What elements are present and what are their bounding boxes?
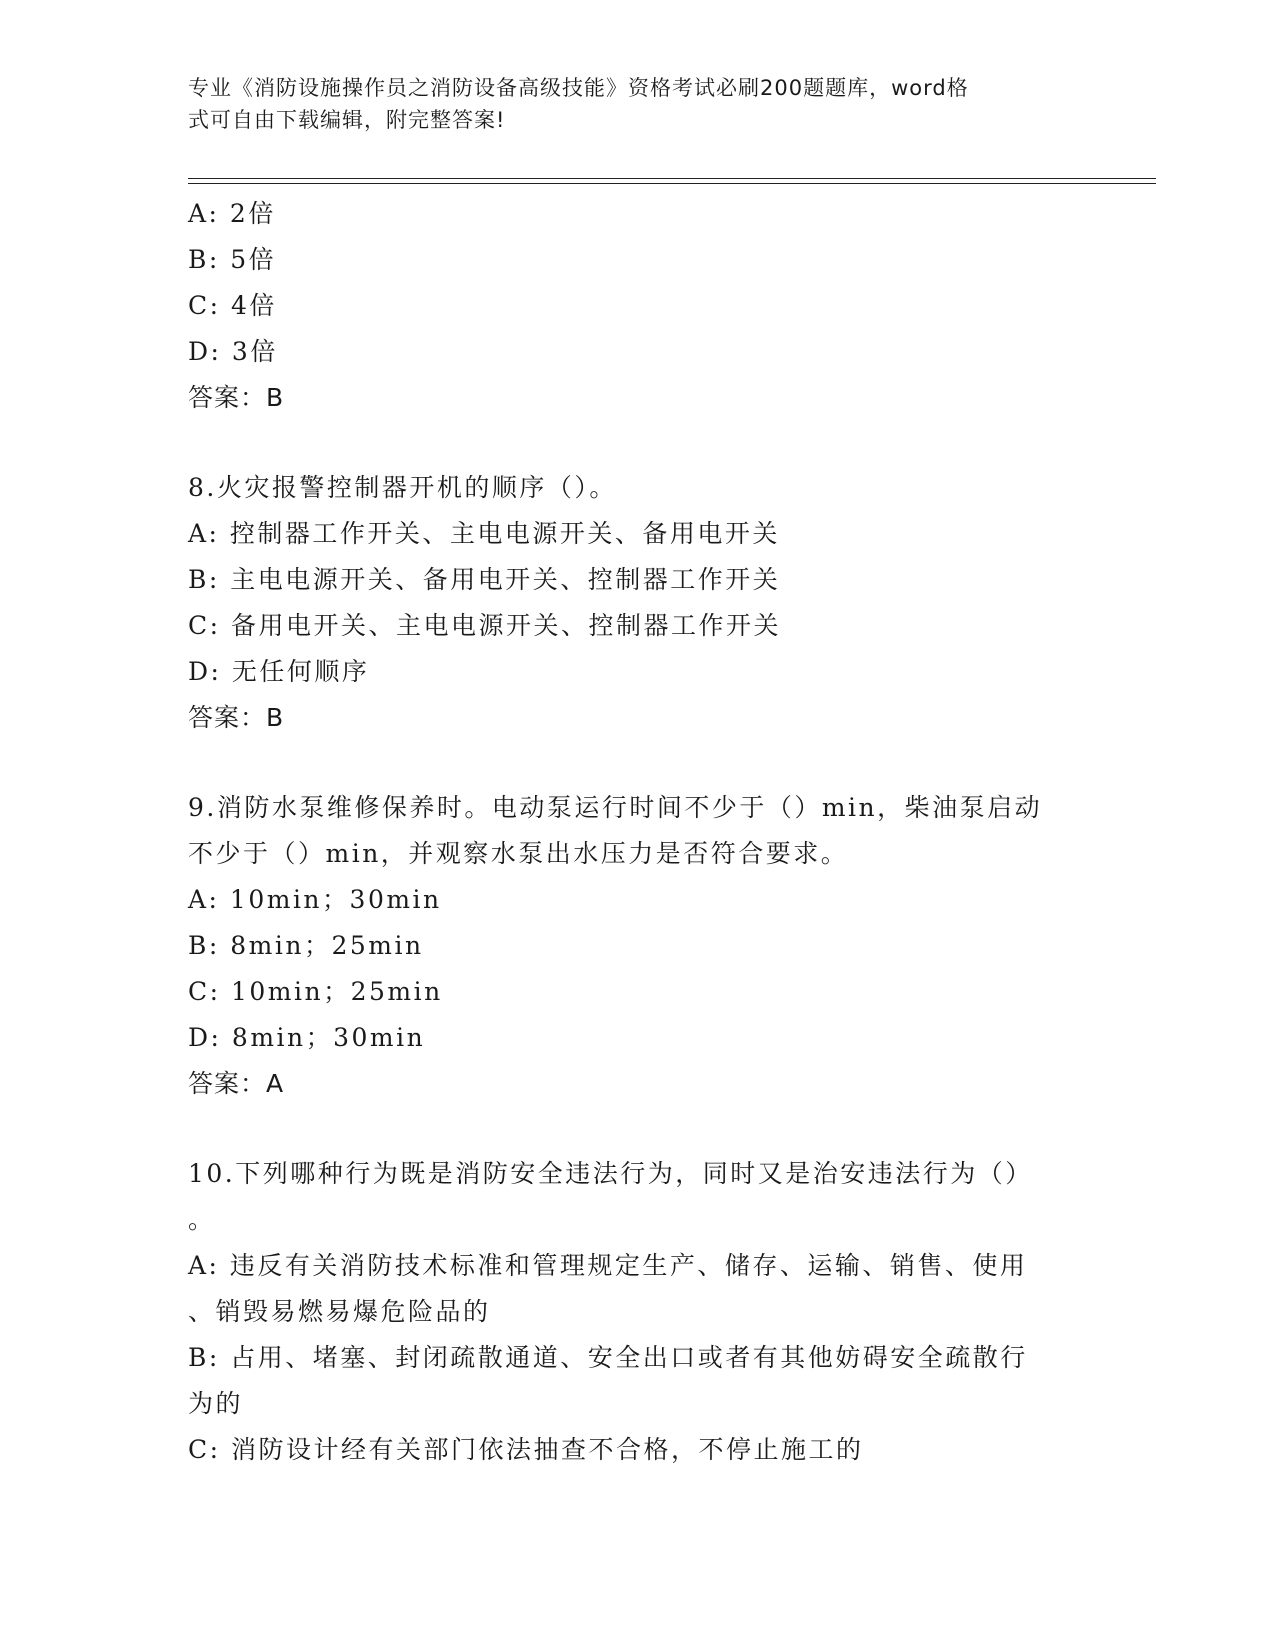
option-a-line-2: 、销毁易燃易爆危险品的 bbox=[188, 1297, 491, 1326]
document-header bbox=[188, 72, 1088, 136]
question-content bbox=[188, 191, 1088, 1473]
answer-label: 答案：B bbox=[188, 703, 285, 732]
question-stem-line-1: 10.下列哪种行为既是消防安全违法行为，同时又是治安违法行为（） bbox=[188, 1159, 1033, 1188]
question-stem-line-2: 不少于（）min，并观察水泵出水压力是否符合要求。 bbox=[188, 839, 849, 868]
option-a: A: 2倍 bbox=[188, 199, 276, 228]
question-9 bbox=[188, 785, 1088, 1107]
question-7-options bbox=[188, 191, 1088, 421]
option-c: C: 消防设计经有关部门依法抽查不合格，不停止施工的 bbox=[188, 1435, 864, 1464]
option-c: C: 备用电开关、主电电源开关、控制器工作开关 bbox=[188, 611, 781, 640]
header-title-line-1: 专业《消防设施操作员之消防设备高级技能》资格考试必刷200题题库，word格 bbox=[188, 76, 969, 100]
question-8 bbox=[188, 465, 1088, 741]
question-stem-line-1: 9.消防水泵维修保养时。电动泵运行时间不少于（）min，柴油泵启动 bbox=[188, 793, 1043, 822]
header-divider-bottom bbox=[188, 183, 1156, 184]
spacer bbox=[188, 741, 1088, 785]
answer-label: 答案：B bbox=[188, 383, 285, 412]
option-d: D: 3倍 bbox=[188, 337, 278, 366]
question-10 bbox=[188, 1151, 1088, 1473]
option-a: A: 控制器工作开关、主电电源开关、备用电开关 bbox=[188, 519, 780, 548]
option-d: D: 8min；30min bbox=[188, 1023, 426, 1052]
spacer bbox=[188, 421, 1088, 465]
header-divider-top bbox=[188, 178, 1156, 179]
answer-label: 答案：A bbox=[188, 1069, 285, 1098]
option-b: B: 主电电源开关、备用电开关、控制器工作开关 bbox=[188, 565, 781, 594]
spacer bbox=[188, 1107, 1088, 1151]
option-b: B: 5倍 bbox=[188, 245, 277, 274]
option-a-line-1: A: 违反有关消防技术标准和管理规定生产、储存、运输、销售、使用 bbox=[188, 1251, 1028, 1280]
option-b-line-1: B: 占用、堵塞、封闭疏散通道、安全出口或者有其他妨碍安全疏散行 bbox=[188, 1343, 1028, 1372]
option-a: A: 10min；30min bbox=[188, 885, 442, 914]
option-b-line-2: 为的 bbox=[188, 1389, 244, 1418]
question-stem-line-2: 。 bbox=[188, 1205, 216, 1234]
option-c: C: 10min；25min bbox=[188, 977, 443, 1006]
option-d: D: 无任何顺序 bbox=[188, 657, 370, 686]
question-stem: 8.火灾报警控制器开机的顺序（）。 bbox=[188, 473, 617, 502]
option-b: B: 8min；25min bbox=[188, 931, 424, 960]
header-title-line-2: 式可自由下载编辑，附完整答案! bbox=[188, 108, 506, 132]
option-c: C: 4倍 bbox=[188, 291, 277, 320]
